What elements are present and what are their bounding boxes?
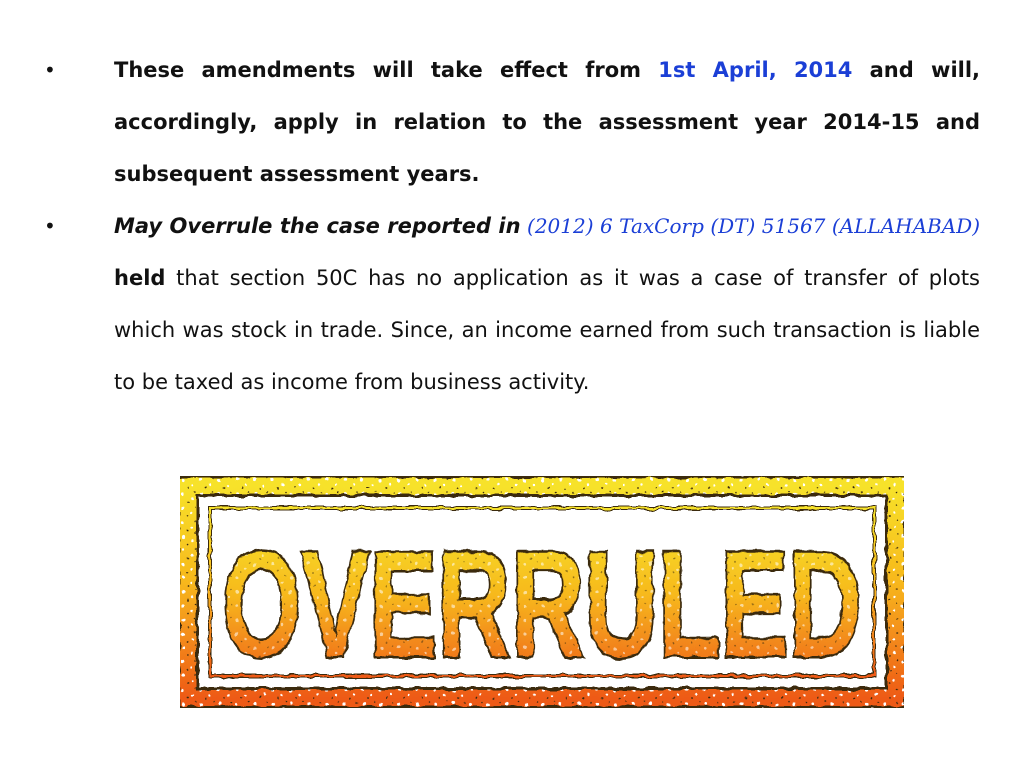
overruled-stamp bbox=[180, 476, 904, 708]
held-text: held bbox=[114, 266, 166, 290]
stamp-lettering bbox=[222, 520, 862, 688]
stamp-text-texture: OVERRULED bbox=[222, 520, 862, 688]
bullet-icon: • bbox=[44, 214, 56, 238]
case-citation: (2012) 6 TaxCorp (DT) 51567 (ALLAHABAD) bbox=[520, 214, 980, 238]
case-body-text: that section 50C has no application as it was a case of transfer of plots which was stock in trade. Since, an income earned from such transaction is liable to be taxed as income from business activity. bbox=[114, 266, 980, 394]
bullet-icon: • bbox=[44, 58, 56, 82]
effective-date: 1st April, 2014 bbox=[658, 58, 853, 82]
amendments-tail-text: and will, accordingly, apply in relation to the assessment year 2014-15 and subsequent assessment years. bbox=[114, 58, 981, 186]
case-lead-text: May Overrule the case reported in bbox=[114, 214, 521, 238]
bullet-list bbox=[40, 44, 980, 408]
bullet-item-case bbox=[40, 200, 980, 408]
overruled-stamp-graphic bbox=[180, 476, 904, 708]
bullet-item-amendments bbox=[40, 44, 980, 200]
stamp-text: OVERRULED bbox=[222, 520, 862, 688]
amendments-lead-text: These amendments will take effect from bbox=[114, 58, 659, 82]
